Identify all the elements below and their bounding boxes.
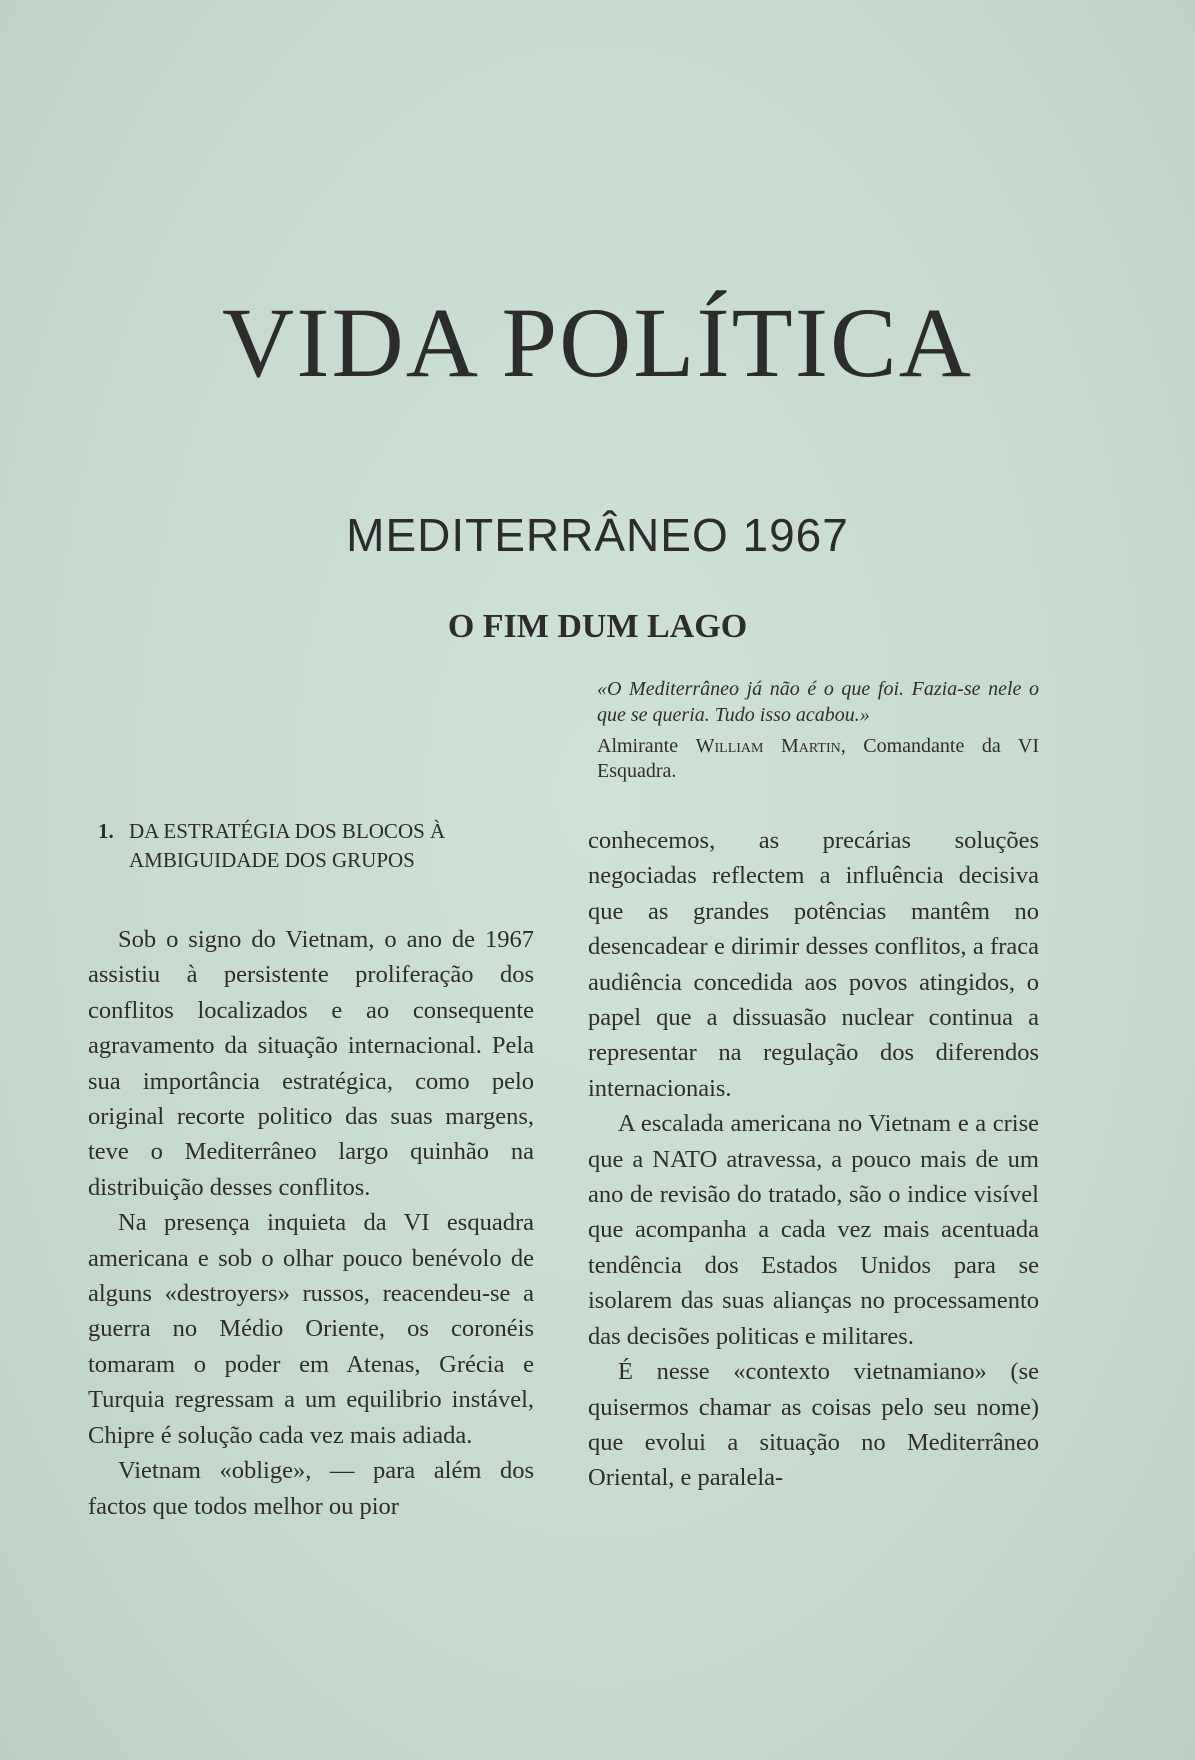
section-heading — [98, 817, 538, 875]
section-heading-text: DA ESTRATÉGIA DOS BLOCOS À AMBIGUIDADE DOS GRUPOS — [129, 819, 446, 872]
article-title: MEDITERRÂNEO 1967 — [346, 509, 849, 561]
attribution-name: William Martin — [695, 735, 841, 757]
right-paragraph-2: A escalada americana no Vietnam e a crise que a NATO atravessa, a pouco mais de um ano de revisão do tratado, são o indice visível que acompanha a cada vez mais acentuada tendência dos Estados Unidos para se isolarem das suas alianças no processamento das decisões politicas e militares. — [588, 1110, 1039, 1350]
left-paragraph-1: Sob o signo do Vietnam, o ano de 1967 assistiu à persistente proliferação dos conflitos localizados e ao consequente agravamento da situação internacional. Pela sua importância estratégica, como pelo original recorte politico das suas margens, teve o Mediterrâneo largo quinhão na distribuição desses conflitos. — [88, 926, 534, 1201]
article-subtitle: O FIM DUM LAGO — [447, 608, 748, 645]
epigraph-attribution — [597, 734, 1039, 784]
section-heading-number: 1. — [98, 819, 114, 843]
left-paragraph-2: Na presença inquieta da VI esquadra americana e sob o olhar pouco benévolo de alguns «destroyers» russos, reacendeu-se a guerra no Médio Oriente, os coronéis tomaram o poder em Atenas, Grécia e Turquia regressam a um equilibrio instável, Chipre é solução cada vez mais adiada. — [88, 1209, 534, 1449]
right-column — [588, 823, 1039, 1496]
left-column — [88, 922, 534, 1524]
attribution-suffix: , Comandante da VI Esquadra. — [597, 735, 1039, 782]
epigraph — [597, 676, 1039, 784]
right-paragraph-1: conhecemos, as precárias soluções negociadas reflectem a influência decisiva que as grandes potências mantêm no desencadear e dirimir desses conflitos, a fraca audiência concedida aos povos atingidos, o papel que a dissuasão nuclear continua a representar na regulação dos diferendos internacionais. — [588, 827, 1039, 1102]
attribution-prefix: Almirante — [597, 735, 696, 757]
epigraph-quote: «O Mediterrâneo já não é o que foi. Fazia-se nele o que se queria. Tudo isso acabou.» — [597, 678, 1039, 726]
right-paragraph-3: É nesse «contexto vietnamiano» (se quisermos chamar as coisas pelo seu nome) que evolui a situação no Mediterrâneo Oriental, e paralela- — [588, 1358, 1039, 1492]
left-paragraph-3: Vietnam «oblige», — para além dos factos que todos melhor ou pior — [88, 1457, 534, 1520]
section-title: VIDA POLÍTICA — [222, 287, 973, 398]
